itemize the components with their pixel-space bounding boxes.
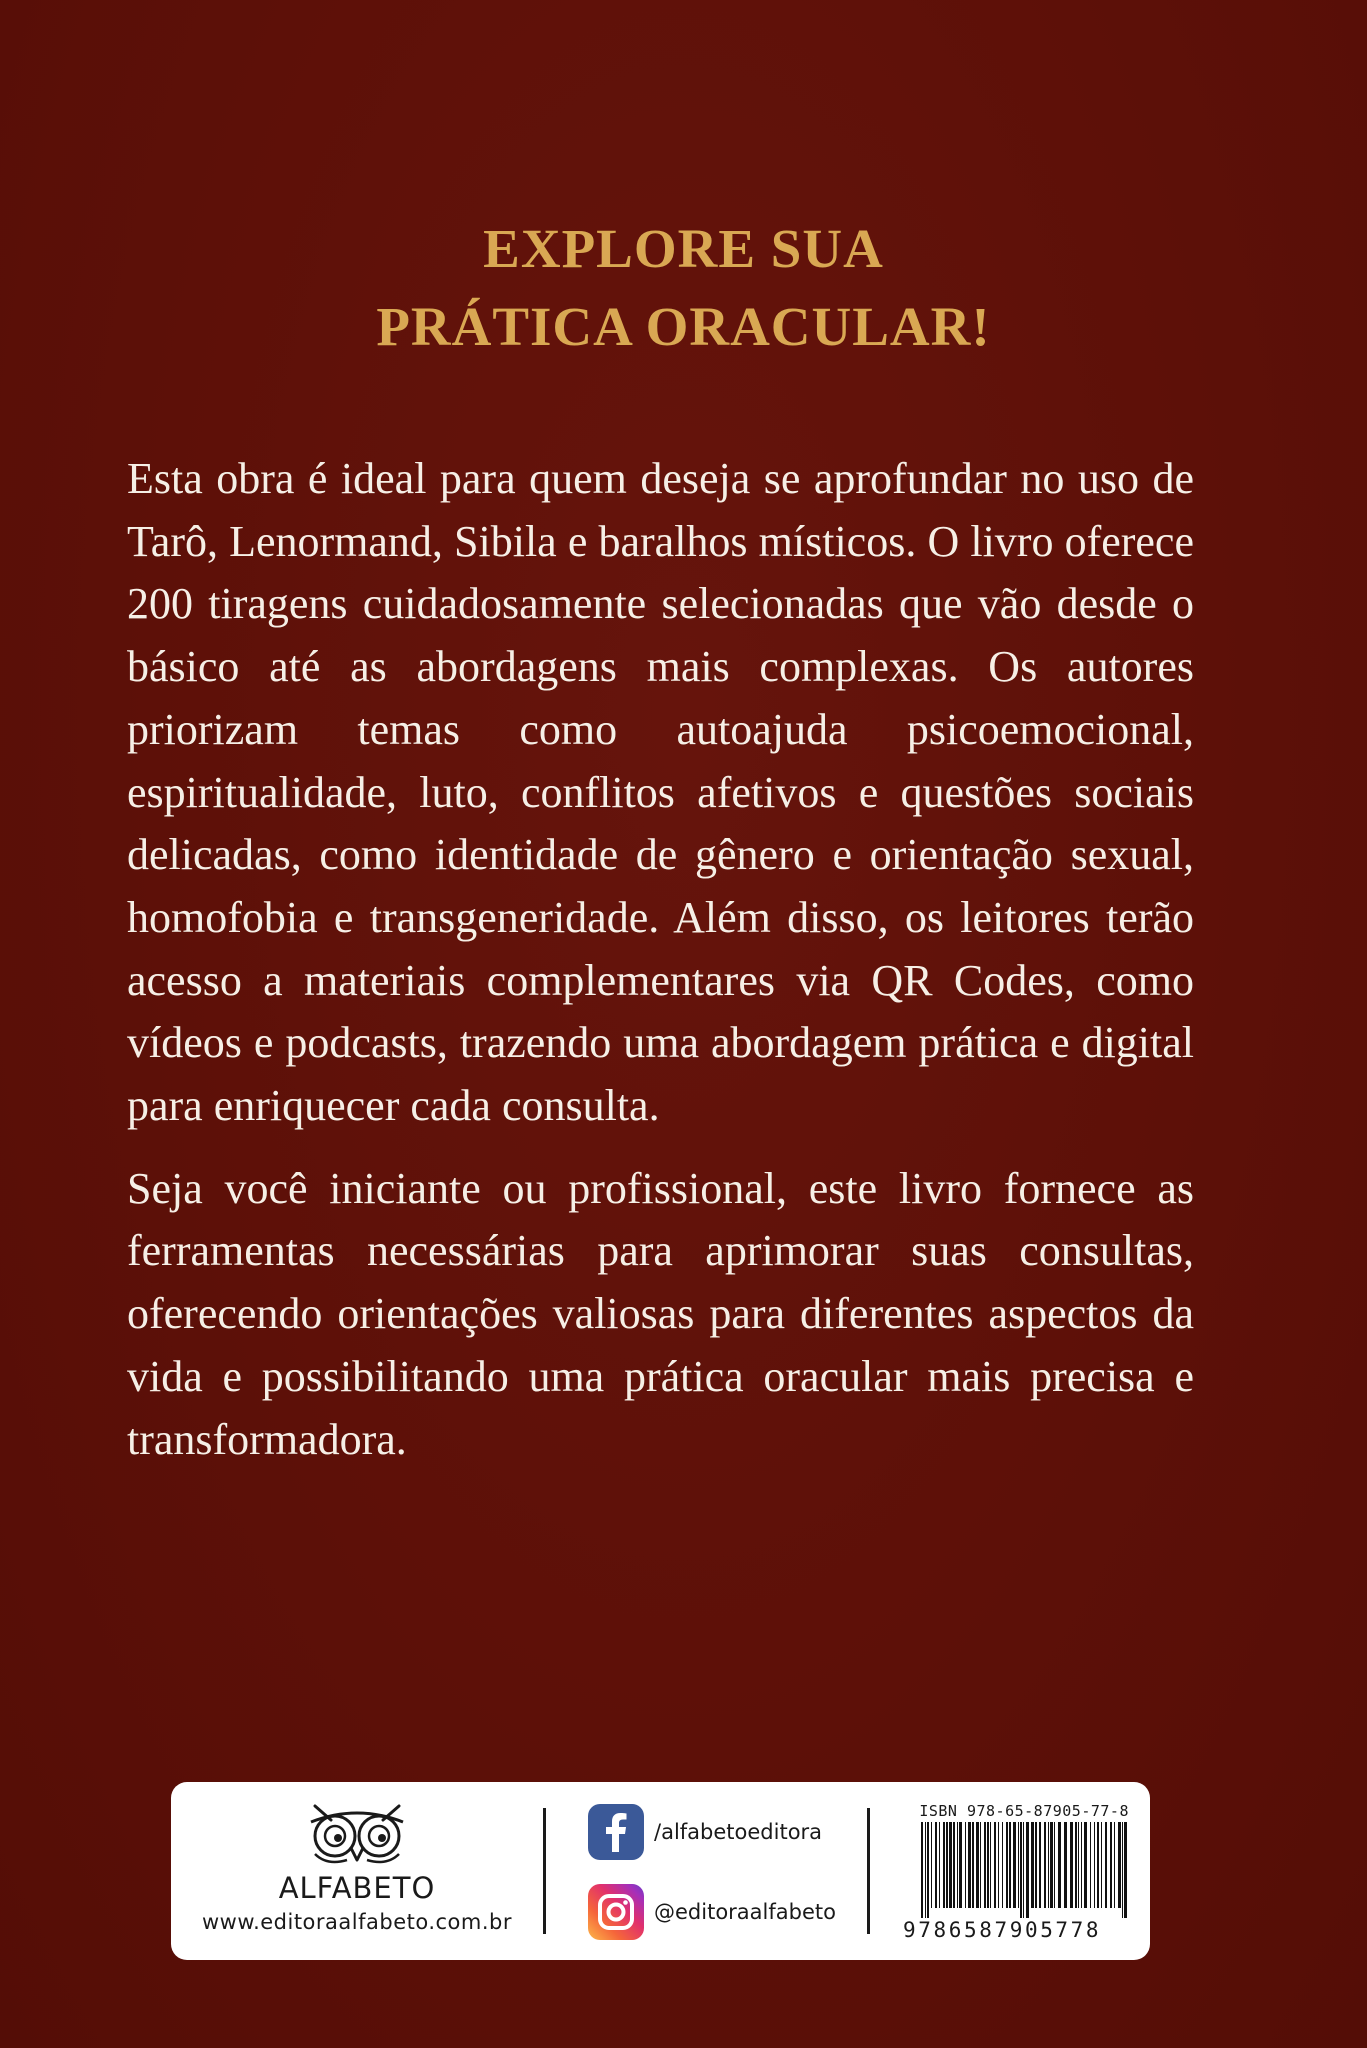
facebook-handle: /alfabetoeditora [654,1820,823,1844]
publisher-info-panel [171,1782,1150,1960]
publisher-logo [171,1800,543,1934]
facebook-icon [588,1804,644,1860]
publisher-name: ALFABETO [278,1871,436,1905]
owl-logo-icon [297,1800,417,1868]
isbn-barcode [903,1802,1133,1942]
facebook-link[interactable] [588,1804,822,1860]
cover-title [0,210,1367,366]
instagram-icon [588,1884,644,1940]
panel-divider [543,1808,546,1934]
title-line-2: PRÁTICA ORACULAR! [376,296,991,357]
synopsis-paragraph-2: Seja você iniciante ou profissional, este livro fornece as ferramentas necessárias para aprimorar suas consultas, oferecendo orientações valiosas para diferentes aspectos da vida e possibilitando uma prática oracular mais precisa e transformadora. [127,1163,1194,1464]
panel-divider [867,1808,870,1934]
isbn-label: ISBN 978-65-87905-77-8 [919,1802,1129,1820]
synopsis [127,448,1194,1491]
synopsis-paragraph-1: Esta obra é ideal para quem deseja se aprofundar no uso de Tarô, Lenormand, Sibila e baralhos místicos. O livro oferece 200 tiragens cuidadosamente selecionadas que vão desde o básico até as abordagens mais complexas. Os autores priorizam temas como autoajuda psicoemocional, espiritualidade, luto, conflitos afetivos e questões sociais delicadas, como identidade de gênero e orientação sexual, homofobia e transgeneridade. Além disso, os leitores terão acesso a materiais complementares via QR Codes, como vídeos e podcasts, trazendo uma abordagem prática e digital para enriquecer cada consulta. [127,454,1194,1131]
title-line-1: EXPLORE SUA [483,218,884,279]
barcode-icon [903,1822,1133,1922]
publisher-website[interactable]: www.editoraalfabeto.com.br [201,1910,513,1934]
instagram-handle: @editoraalfabeto [654,1900,836,1924]
ean-digits: 9786587905778 [903,1918,1102,1942]
instagram-link[interactable] [588,1884,836,1940]
